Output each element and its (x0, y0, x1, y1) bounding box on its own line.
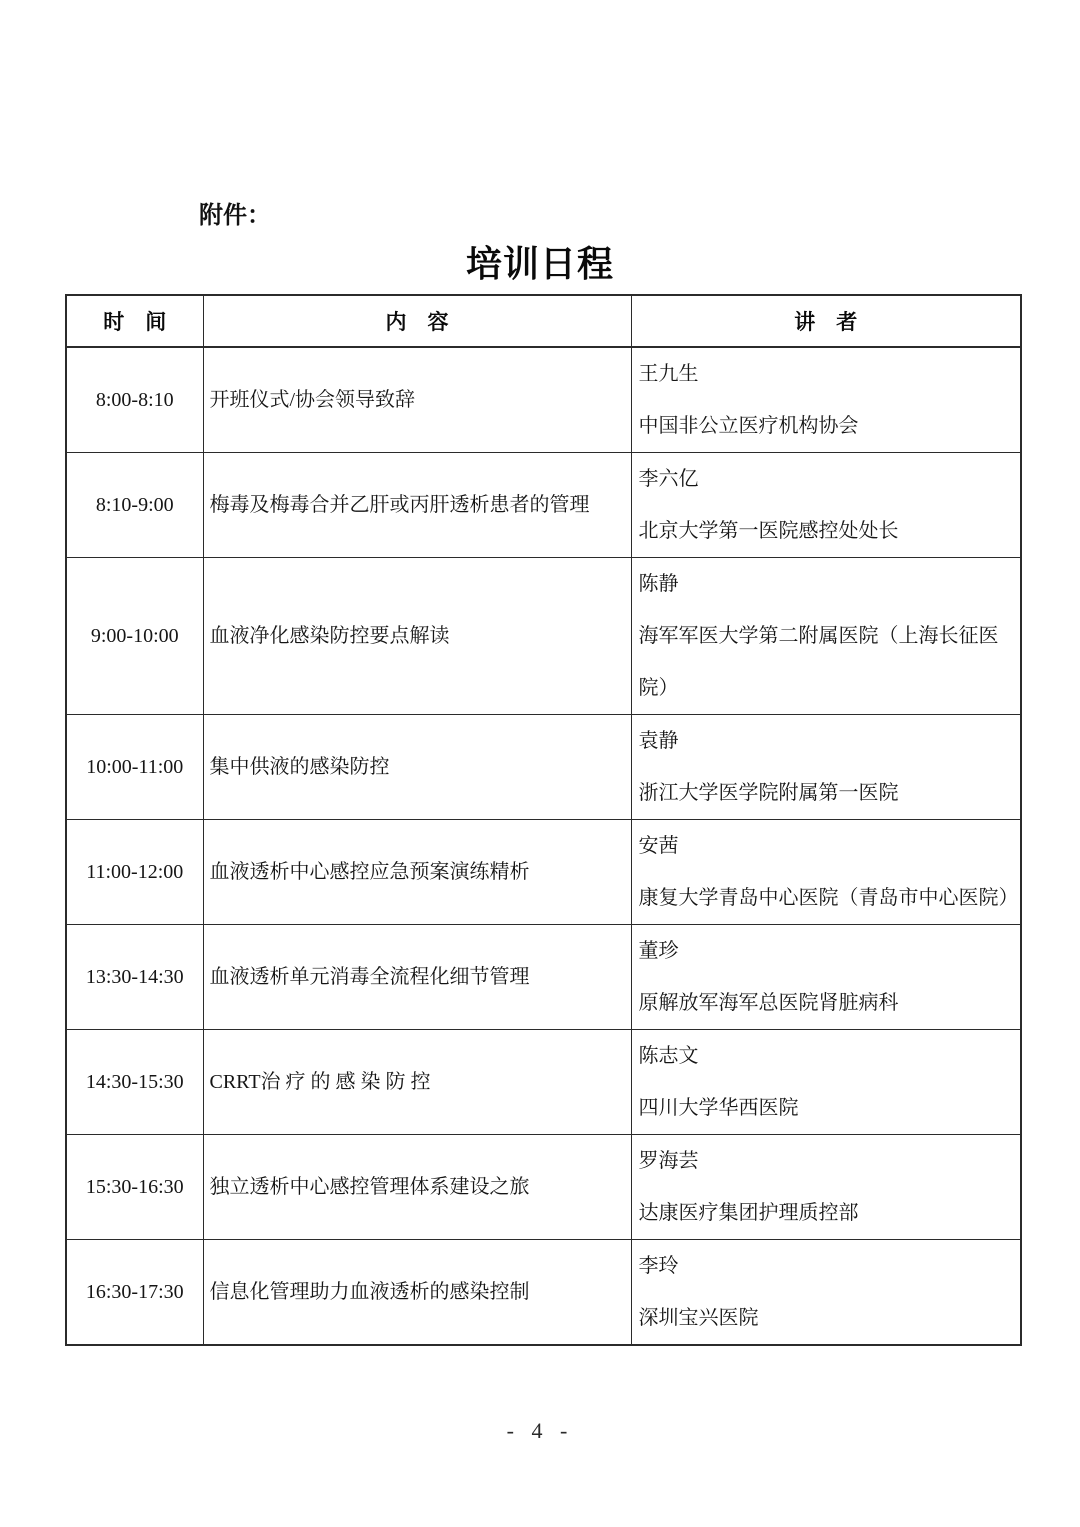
page-number: - 4 - (506, 1418, 574, 1443)
content-cell: 血液透析单元消毒全流程化细节管理 (203, 925, 631, 1030)
time-cell: 13:30-14:30 (66, 925, 203, 1030)
speaker-cell (631, 925, 1021, 1030)
content-cell: 独立透析中心感控管理体系建设之旅 (203, 1135, 631, 1240)
time-cell: 8:00-8:10 (66, 347, 203, 453)
speaker-affiliation: 北京大学第一医院感控处处长 (638, 520, 899, 542)
page-title: 培训日程 (465, 244, 614, 284)
speaker-affiliation: 四川大学华西医院 (638, 1097, 799, 1119)
table-row (66, 453, 1021, 558)
speaker-name: 陈静 (638, 573, 679, 595)
time-cell: 16:30-17:30 (66, 1240, 203, 1346)
speaker-name: 陈志文 (638, 1045, 699, 1067)
table-row (66, 558, 1021, 715)
content-cell: 集中供液的感染防控 (203, 715, 631, 820)
table-row (66, 1135, 1021, 1240)
attachment-label: 附件： (199, 202, 271, 229)
speaker-name: 安茜 (638, 835, 679, 857)
time-cell: 8:10-9:00 (66, 453, 203, 558)
content-cell: 血液净化感染防控要点解读 (203, 558, 631, 715)
table-row (66, 1240, 1021, 1346)
table-row (66, 715, 1021, 820)
time-cell: 9:00-10:00 (66, 558, 203, 715)
speaker-name: 罗海芸 (638, 1150, 699, 1172)
speaker-affiliation: 达康医疗集团护理质控部 (638, 1202, 859, 1224)
speaker-cell (631, 715, 1021, 820)
table-header (66, 295, 1021, 347)
speaker-cell (631, 1135, 1021, 1240)
header-time: 时 间 (66, 295, 203, 347)
speaker-affiliation: 康复大学青岛中心医院（青岛市中心医院） (638, 887, 1019, 909)
table-row (66, 1030, 1021, 1135)
speaker-affiliation: 深圳宝兴医院 (638, 1307, 759, 1329)
header-content: 内 容 (203, 295, 631, 347)
time-cell: 11:00-12:00 (66, 820, 203, 925)
table-row (66, 925, 1021, 1030)
speaker-cell (631, 347, 1021, 453)
table-row (66, 347, 1021, 453)
content-cell: 梅毒及梅毒合并乙肝或丙肝透析患者的管理 (203, 453, 631, 558)
speaker-name: 董珍 (638, 940, 679, 962)
speaker-affiliation: 海军军医大学第二附属医院（上海长征医院） (638, 625, 999, 699)
speaker-affiliation: 中国非公立医疗机构协会 (638, 415, 859, 437)
content-cell: 信息化管理助力血液透析的感染控制 (203, 1240, 631, 1346)
speaker-affiliation: 原解放军海军总医院肾脏病科 (638, 992, 899, 1014)
table-row (66, 820, 1021, 925)
content-cell: CRRT治 疗 的 感 染 防 控 (203, 1030, 631, 1135)
speaker-cell (631, 820, 1021, 925)
content-cell: 开班仪式/协会领导致辞 (203, 347, 631, 453)
speaker-cell (631, 1030, 1021, 1135)
time-cell: 14:30-15:30 (66, 1030, 203, 1135)
content-cell: 血液透析中心感控应急预案演练精析 (203, 820, 631, 925)
speaker-affiliation: 浙江大学医学院附属第一医院 (638, 782, 899, 804)
speaker-cell (631, 558, 1021, 715)
header-row (66, 295, 1021, 347)
speaker-name: 李六亿 (638, 468, 699, 490)
speaker-name: 袁静 (638, 730, 679, 752)
speaker-name: 王九生 (638, 363, 699, 385)
schedule-table (65, 294, 1022, 1346)
time-cell: 10:00-11:00 (66, 715, 203, 820)
speaker-name: 李玲 (638, 1255, 679, 1277)
speaker-cell (631, 453, 1021, 558)
header-speaker: 讲 者 (631, 295, 1021, 347)
time-cell: 15:30-16:30 (66, 1135, 203, 1240)
speaker-cell (631, 1240, 1021, 1346)
